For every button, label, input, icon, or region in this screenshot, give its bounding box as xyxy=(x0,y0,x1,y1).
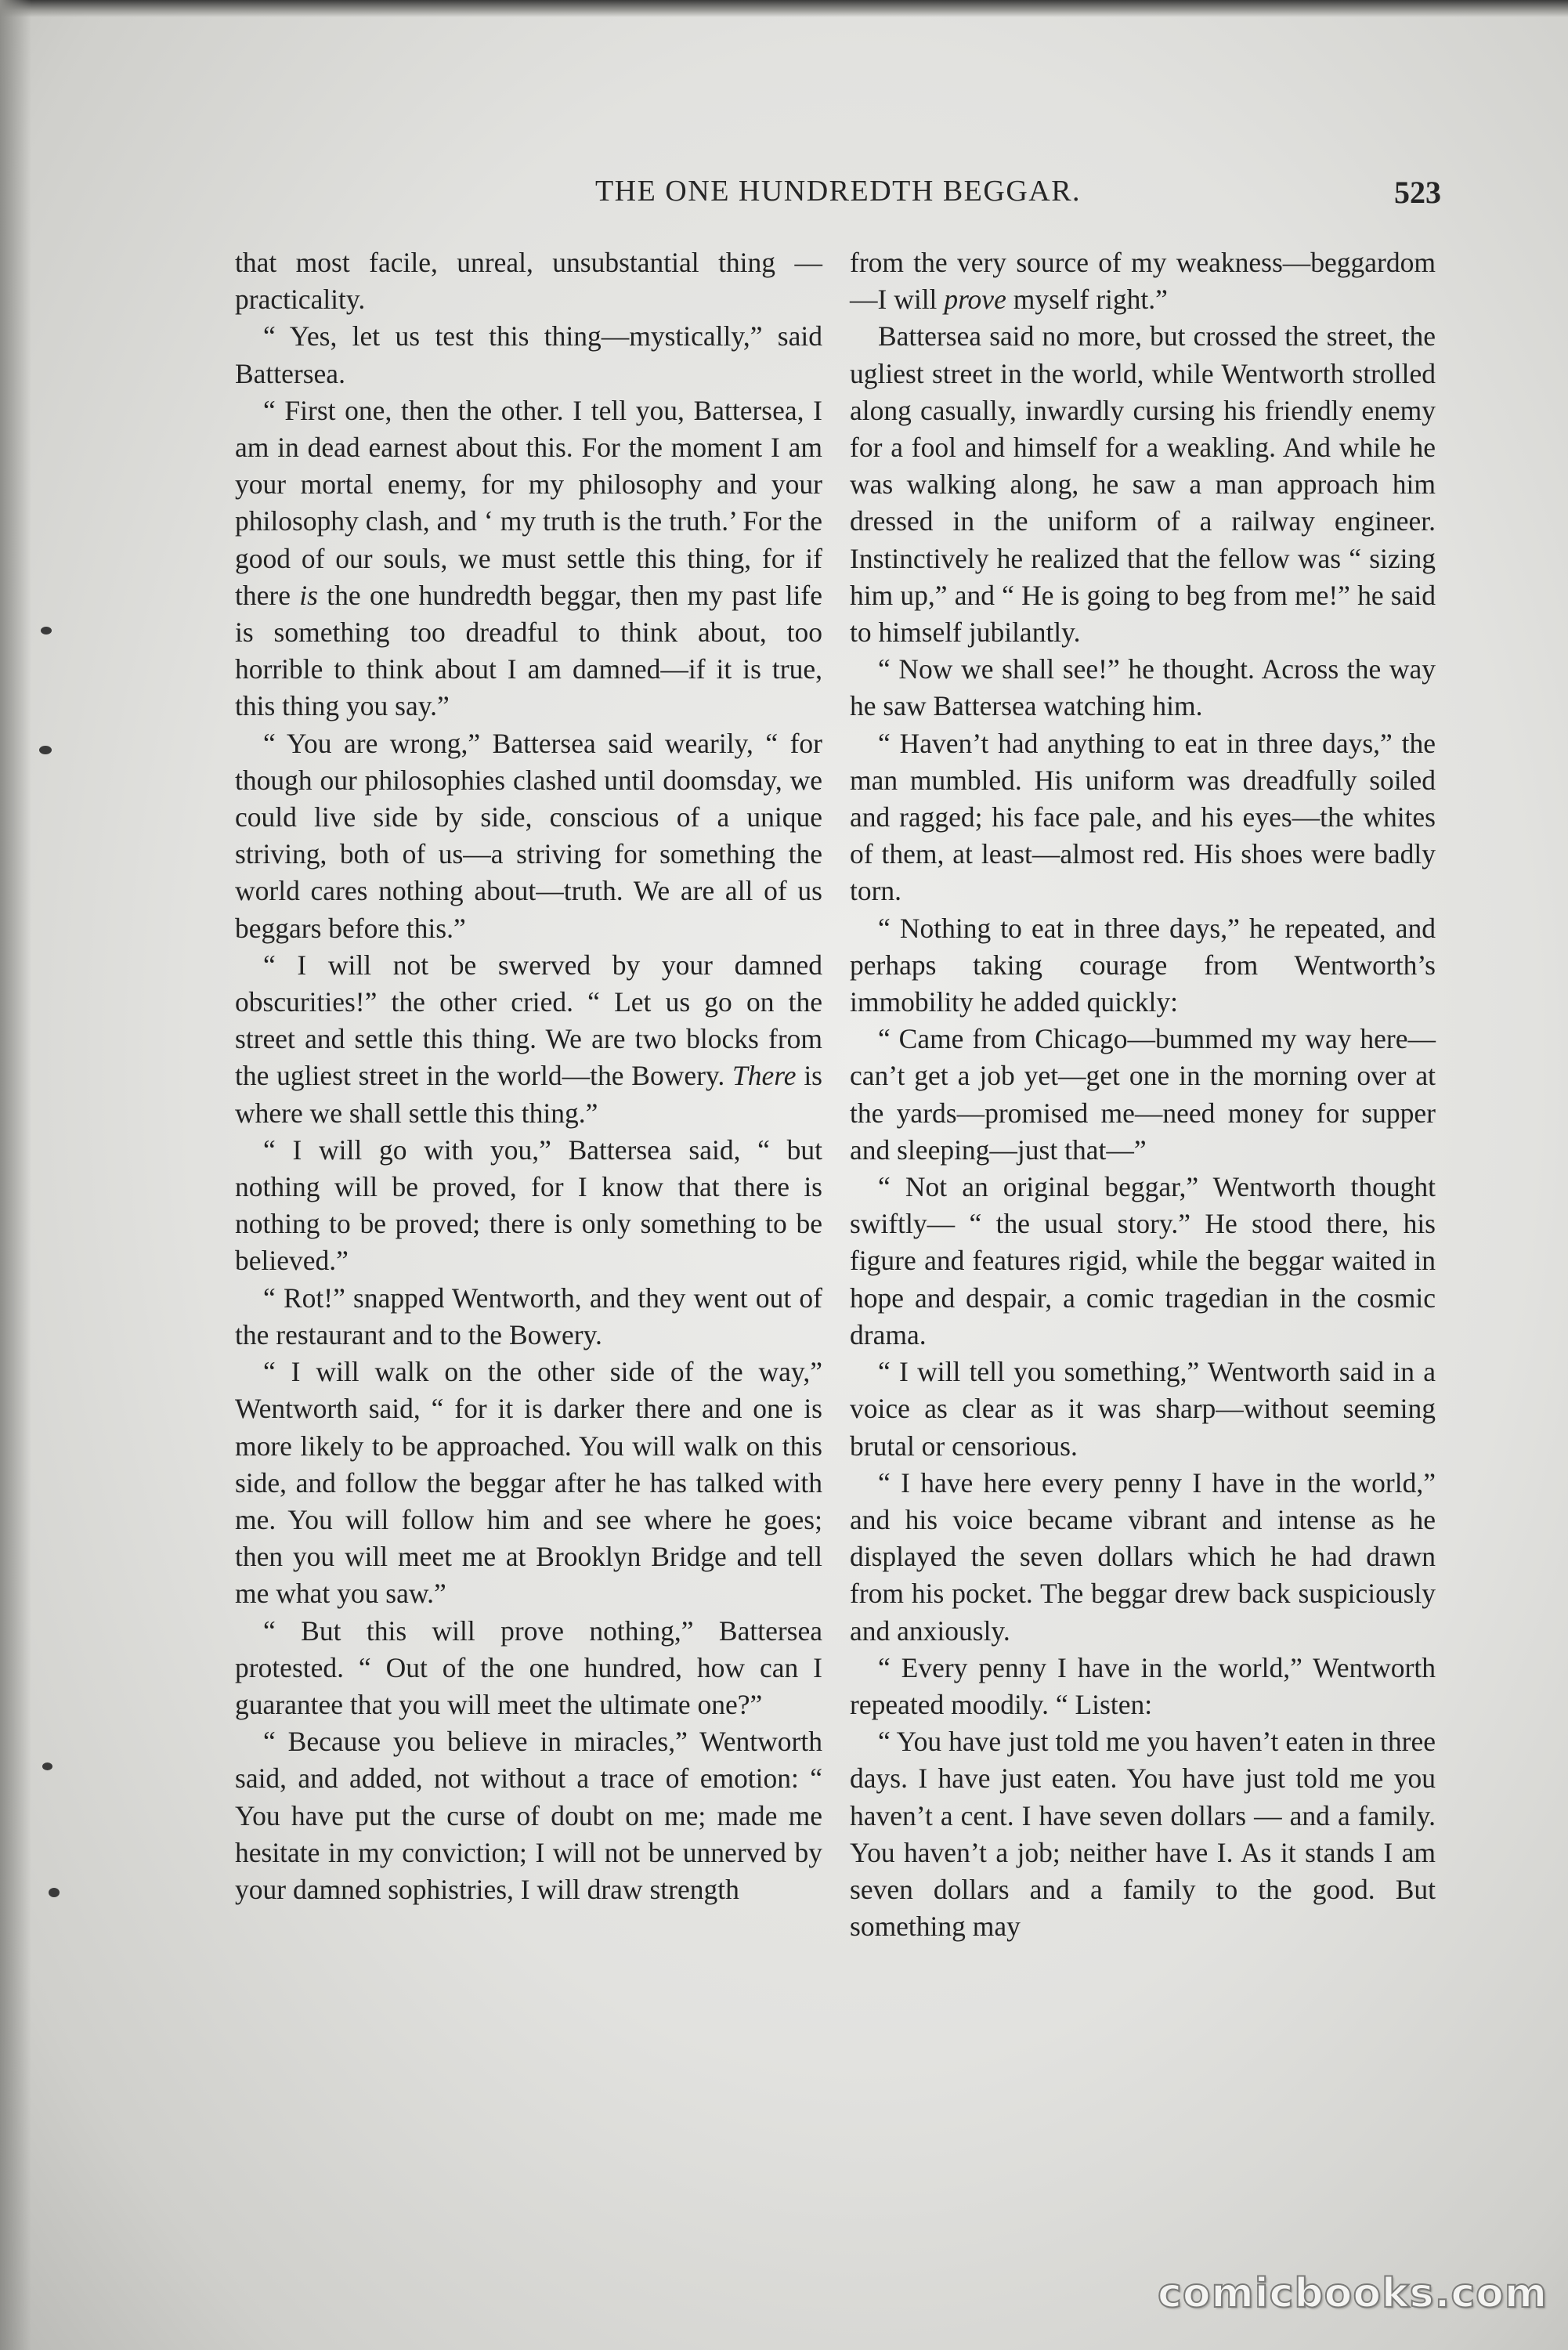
paragraph xyxy=(235,1132,822,1280)
paragraph-text: from the very source of my weakness—beggardom—I will xyxy=(850,247,1436,316)
paragraph-text: “ Nothing to eat in three days,” he repeated, and perhaps taking courage from Wentworth’s immobility he added quickly: xyxy=(850,912,1436,1018)
page-top-edge xyxy=(0,0,1568,17)
paragraph-text: “ Came from Chicago—bummed my way here—can’t get a job yet—get one in the morning over at the yards—promised me—need money for supper and sleeping—just that—” xyxy=(850,1023,1436,1166)
paragraph-text: “ Every penny I have in the world,” Wentworth repeated moodily. “ Listen: xyxy=(850,1651,1436,1720)
binding-hole-mark xyxy=(41,627,52,634)
paragraph xyxy=(235,1613,822,1724)
paragraph xyxy=(235,318,822,392)
paragraph xyxy=(850,1650,1436,1723)
binding-hole-mark xyxy=(49,1888,60,1897)
running-title: THE ONE HUNDREDTH BEGGAR. xyxy=(594,175,1082,208)
page-header xyxy=(235,174,1441,218)
paragraph-text: “ Yes, let us test this thing—mystically,” said Battersea. xyxy=(235,320,822,389)
paragraph-text: “ Because you believe in miracles,” Wentworth said, and added, not without a trace of emotion: “ You have put the curse of doubt on me; made me hesitate in my conviction; I will not be unnerved by your damned sophistries, I will draw strength xyxy=(235,1726,822,1905)
paragraph xyxy=(850,1723,1436,1945)
paragraph-text: “ I will tell you something,” Wentworth said in a voice as clear as it was sharp—without seeming brutal or censorious. xyxy=(850,1356,1436,1462)
paragraph xyxy=(850,910,1436,1021)
paragraph xyxy=(235,947,822,1132)
text-column-left xyxy=(235,244,822,1908)
paragraph xyxy=(850,1169,1436,1354)
page-number: 523 xyxy=(1394,175,1441,210)
paragraph xyxy=(850,1465,1436,1650)
italic-emphasis: There xyxy=(732,1060,797,1092)
paragraph xyxy=(850,651,1436,725)
paragraph xyxy=(850,318,1436,651)
paragraph-text: “ You are wrong,” Battersea said wearily, “ for though our philosophies clashed until doomsday, we could live side by side, conscious of a unique striving, both of us—a striving for something the world cares nothing about—truth. We are all of us beggars before this.” xyxy=(235,727,822,944)
binding-hole-mark xyxy=(39,746,52,754)
paragraph xyxy=(850,244,1436,318)
paragraph-text: that most facile, unreal, unsubstantial thing —practicality. xyxy=(235,247,822,316)
italic-emphasis: is xyxy=(299,579,318,611)
paragraph xyxy=(235,392,822,725)
paragraph xyxy=(235,725,822,947)
paragraph-text: “ First one, then the other. I tell you, Battersea, I am in dead earnest about this. For the moment I am your mortal enemy, for my philosophy and your philosophy clash, and ‘ my truth is the truth.’ For the good of our souls, we must settle this thing, for if there xyxy=(235,394,822,611)
paragraph-text: “ Haven’t had anything to eat in three days,” the man mumbled. His uniform was dreadfully soiled and ragged; his face pale, and his eyes—the whites of them, at least—almost red. His shoes were badly torn. xyxy=(850,727,1436,907)
paragraph-text: the one hundredth beggar, then my past life is something too dreadful to think about, too horrible to think about I am damned—if it is true, this thing you say.” xyxy=(235,579,823,722)
paragraph-text: “ You have just told me you haven’t eaten in three days. I have just eaten. You have just told me you haven’t a cent. I have seven dollars — and a family. You haven’t a job; neither have I. As it stands I am seven dollars and a family to the good. But something may xyxy=(850,1726,1436,1943)
italic-emphasis: prove xyxy=(944,284,1006,316)
paragraph xyxy=(850,1354,1436,1465)
paragraph-text: myself right.” xyxy=(1006,284,1168,316)
watermark-logo: comicbooks.com xyxy=(1158,2270,1548,2317)
paragraph-text: “ But this will prove nothing,” Battersea protested. “ Out of the one hundred, how can I guarantee that you will meet the ultimate one?” xyxy=(235,1614,822,1720)
paragraph-text: “ Now we shall see!” he thought. Across the way he saw Battersea watching him. xyxy=(850,653,1436,722)
page-left-edge xyxy=(0,0,31,2350)
paragraph-text: “ I have here every penny I have in the world,” and his voice became vibrant and intense as he displayed the seven dollars which he had drawn from his pocket. The beggar drew back suspiciously and anxiously. xyxy=(850,1466,1436,1647)
binding-hole-mark xyxy=(42,1762,52,1770)
paragraph xyxy=(235,1723,822,1908)
text-column-right xyxy=(850,244,1436,1945)
paragraph xyxy=(235,1280,822,1354)
paragraph xyxy=(235,244,822,318)
paragraph-text: is where we shall settle this thing.” xyxy=(235,1060,822,1129)
paragraph-text: “ I will not be swerved by your damned obscurities!” the other cried. “ Let us go on the street and settle this thing. We are two blocks from the ugliest street in the world—the Bowery. xyxy=(235,949,822,1092)
paragraph xyxy=(850,1021,1436,1169)
paragraph-text: “ I will walk on the other side of the way,” Wentworth said, “ for it is darker there and one is more likely to be approached. You will walk on this side, and follow the beggar after he has talked with me. You will follow him and see where he goes; then you will meet me at Brooklyn Bridge and tell me what you saw.” xyxy=(235,1356,822,1610)
paragraph-text: “ Not an original beggar,” Wentworth thought swiftly— “ the usual story.” He stood there, his figure and features rigid, while the beggar waited in hope and despair, a comic tragedian in the cosmic drama. xyxy=(850,1171,1436,1350)
paragraph-text: “ I will go with you,” Battersea said, “ but nothing will be proved, for I know that there is nothing to be proved; there is only something to be believed.” xyxy=(235,1133,822,1277)
paragraph-text: “ Rot!” snapped Wentworth, and they went out of the restaurant and to the Bowery. xyxy=(235,1282,822,1350)
paragraph xyxy=(235,1354,822,1612)
paragraph-text: Battersea said no more, but crossed the street, the ugliest street in the world, while Wentworth strolled along casually, inwardly cursing his friendly enemy for a fool and himself for a weakling. And while he was walking along, he saw a man approach him dressed in the uniform of a railway engineer. Instinctively he realized that the fellow was “ sizing him up,” and “ He is going to beg from me!” he said to himself jubilantly. xyxy=(850,320,1436,649)
paragraph xyxy=(850,725,1436,910)
